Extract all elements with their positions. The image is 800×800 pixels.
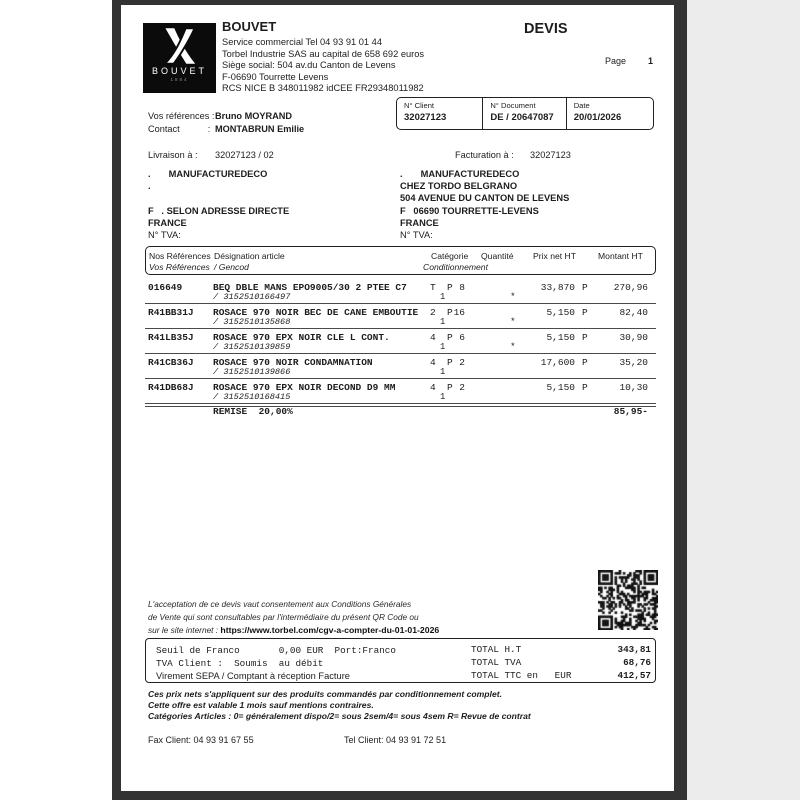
company-lines: [222, 37, 424, 95]
cell-categorie: 2: [430, 307, 436, 318]
page-label: Page: [605, 56, 627, 66]
footer-note-line: Cette offre est valable 1 mois sauf mentions contraires.: [148, 700, 374, 710]
logo-year: 1884: [170, 77, 189, 82]
page-number: 1: [648, 56, 654, 66]
table-header: [145, 246, 656, 275]
totals-row: [471, 670, 651, 683]
table-row: [145, 379, 656, 404]
contact-value: MONTABRUN Emilie: [215, 124, 305, 134]
cell-ref: R41CB36J: [148, 357, 194, 368]
delivery-address-line: N° TVA:: [148, 230, 181, 241]
company-line: Service commercial Tel 04 93 91 01 44: [222, 37, 383, 47]
cell-conditionnement: P: [447, 357, 453, 368]
cell-prix-unit: P: [582, 282, 588, 293]
cell-gencod: / 3152510135868: [213, 317, 291, 327]
delivery-address-line: [148, 192, 289, 204]
company-line: F-06690 Tourrette Levens: [222, 71, 329, 82]
totals-left-lines: [156, 644, 396, 683]
cell-prix-net: 5,150: [546, 307, 575, 318]
header-vos-references: Vos Références: [149, 262, 210, 272]
page-indicator: [605, 56, 653, 66]
cell-cond-qty: 1: [440, 342, 446, 352]
footer-note-line: Ces prix nets s'appliquent sur des produits commandés par conditionnement complet.: [148, 689, 502, 699]
fax-client: Fax Client: 04 93 91 67 55: [148, 735, 254, 745]
totals-box: [145, 638, 656, 683]
cell-qty-star: *: [510, 316, 516, 327]
cell-prix-net: 5,150: [546, 382, 575, 393]
document-frame: [112, 0, 687, 800]
cell-cond-qty: 1: [440, 367, 446, 377]
cell-quantite: 6: [459, 332, 465, 343]
cell-montant: 82,40: [619, 307, 648, 318]
client-cell-label: N° Client: [404, 101, 435, 110]
billing-address-line: . MANUFACTUREDECO: [400, 169, 520, 179]
cell-montant: 35,20: [619, 357, 648, 368]
cgv-conditions-text: [148, 598, 439, 637]
footer-notes: [148, 689, 531, 722]
company-line: Siège social: 504 av.du Canton de Levens: [222, 60, 396, 70]
cell-cond-qty: 1: [440, 317, 446, 327]
cell-conditionnement: P: [447, 282, 453, 293]
delivery-address: [148, 168, 289, 241]
cell-conditionnement: P: [447, 332, 453, 343]
cell-gencod: / 3152510139859: [213, 342, 291, 352]
delivery-address-line: . MANUFACTUREDECO: [148, 169, 268, 179]
company-name: BOUVET: [222, 19, 277, 34]
cell-gencod: / 3152510166497: [213, 292, 291, 302]
cgv-line-2: de Vente qui sont consultables par l'intermédiaire du présent QR Code ou: [148, 612, 419, 622]
billing-address-line: N° TVA:: [400, 230, 433, 241]
cell-categorie: 4: [430, 382, 436, 393]
table-row: [145, 279, 656, 304]
cell-cond-qty: 1: [440, 392, 446, 402]
cell-categorie: T: [430, 282, 436, 293]
cell-quantite: 2: [459, 357, 465, 368]
company-logo: [143, 23, 216, 93]
cell-conditionnement: P: [447, 307, 453, 318]
company-line: RCS NICE B 348011982 idCEE FR29348011982: [222, 83, 424, 93]
client-cell-value: DE / 20647087: [490, 112, 554, 123]
totals-value: 343,81: [617, 644, 651, 655]
livraison-label: Livraison à :: [148, 150, 198, 160]
cell-gencod: / 3152510168415: [213, 392, 291, 402]
facturation-value: 32027123: [530, 150, 571, 160]
header-conditionnement: Conditionnement: [423, 262, 488, 272]
livraison-value: 32027123 / 02: [215, 150, 274, 160]
cell-conditionnement: P: [447, 382, 453, 393]
tel-client: Tel Client: 04 93 91 72 51: [344, 735, 447, 745]
cell-prix-unit: P: [582, 332, 588, 343]
cell-cond-qty: 1: [440, 292, 446, 302]
cell-prix-unit: P: [582, 382, 588, 393]
cell-designation: ROSACE 970 NOIR CONDAMNATION: [213, 357, 373, 368]
logo-text: BOUVET: [151, 66, 207, 76]
cell-qty-star: *: [510, 291, 516, 302]
cgv-line-3-prefix: sur le site internet :: [148, 625, 221, 635]
cell-quantite: 16: [453, 307, 465, 318]
header-quantite: Quantité: [481, 251, 514, 261]
billing-address-line: 504 AVENUE DU CANTON DE LEVENS: [400, 193, 570, 204]
totals-label: TOTAL TVA: [471, 657, 522, 668]
cell-designation: ROSACE 970 NOIR BEC DE CANE EMBOUTIE: [213, 307, 419, 318]
remise-label: REMISE 20,00%: [213, 406, 293, 417]
cgv-url-link[interactable]: https://www.torbel.com/cgv-a-compter-du-01-01-2026: [220, 625, 440, 635]
cell-prix-net: 17,600: [540, 357, 575, 368]
cell-prix-unit: P: [582, 357, 588, 368]
client-cell: [482, 98, 565, 129]
footer-note-line: Catégories Articles : 0= généralement dispo/2= sous 2sem/4= sous 4sem R= Revue de contrat: [148, 711, 531, 721]
client-cell-label: Date: [573, 101, 590, 110]
table-row: [145, 329, 656, 354]
billing-address: [400, 168, 569, 241]
totals-value: 68,76: [623, 657, 651, 668]
billing-address-line: CHEZ TORDO BELGRANO: [400, 181, 518, 192]
cell-quantite: 2: [459, 382, 465, 393]
client-cell: [397, 98, 482, 129]
cell-categorie: 4: [430, 332, 436, 343]
header-nos-references: Nos Références: [149, 251, 211, 261]
cell-ref: 016649: [148, 282, 183, 293]
qr-code: [598, 570, 658, 630]
cell-qty-star: *: [510, 341, 516, 352]
cell-prix-net: 33,870: [540, 282, 575, 293]
delivery-address-line: F . SELON ADRESSE DIRECTE: [148, 205, 290, 216]
cell-quantite: 8: [459, 282, 465, 293]
client-cell-value: 32027123: [404, 112, 447, 123]
header-prix-net: Prix net HT: [533, 251, 576, 261]
totals-row: [471, 644, 651, 657]
client-cell-value: 20/01/2026: [573, 112, 622, 123]
vos-references-value: Bruno MOYRAND: [215, 111, 293, 121]
table-row: [145, 354, 656, 379]
cell-designation: ROSACE 970 EPX NOIR CLE L CONT.: [213, 332, 390, 343]
cell-designation: BEQ DBLE MANS EPO9005/30 2 PTEE C7: [213, 282, 407, 293]
billing-address-line: F 06690 TOURRETTE-LEVENS: [400, 205, 539, 216]
billing-address-line: FRANCE: [400, 217, 439, 228]
facturation-label: Facturation à :: [455, 150, 514, 160]
totals-value: 412,57: [617, 670, 651, 681]
bouvet-logo-icon: [160, 27, 200, 65]
cell-prix-net: 5,150: [546, 332, 575, 343]
document-type-title: DEVIS: [524, 21, 568, 37]
contact-label: Contact :: [148, 124, 211, 134]
totals-row: [471, 657, 651, 670]
cell-ref: R41BB31J: [148, 307, 194, 318]
cell-categorie: 4: [430, 357, 436, 368]
remise-amount: 85,95-: [613, 406, 648, 417]
totals-left-line: Virement SEPA / Comptant à réception Facture: [156, 671, 350, 681]
header-designation: Désignation article: [214, 251, 285, 261]
table-row: [145, 304, 656, 329]
totals-label: TOTAL H.T: [471, 644, 522, 655]
cell-gencod: / 3152510139866: [213, 367, 291, 377]
cell-designation: ROSACE 970 EPX NOIR DECOND D9 MM: [213, 382, 396, 393]
company-line: Torbel Industrie SAS au capital de 658 692 euros: [222, 48, 425, 59]
client-cell: [566, 98, 653, 129]
vos-references-label: Vos références :: [148, 111, 215, 121]
client-info-box: [396, 97, 654, 130]
header-categorie: Catégorie: [431, 251, 469, 261]
document-page: [121, 5, 674, 791]
totals-left-line: Seuil de Franco 0,00 EUR Port:Franco: [156, 645, 396, 656]
cell-prix-unit: P: [582, 307, 588, 318]
delivery-address-line: FRANCE: [148, 217, 187, 228]
table-body: [145, 279, 656, 407]
header-gencod: / Gencod: [214, 262, 249, 272]
company-block: [222, 19, 424, 95]
cell-montant: 30,90: [619, 332, 648, 343]
client-cell-label: N° Document: [490, 101, 536, 110]
cell-ref: R41DB68J: [148, 382, 194, 393]
cell-ref: R41LB35J: [148, 332, 194, 343]
cell-montant: 10,30: [619, 382, 648, 393]
totals-left-line: TVA Client : Soumis au débit: [156, 658, 324, 669]
totals-label: TOTAL TTC en EUR: [471, 670, 572, 681]
header-montant: Montant HT: [598, 251, 643, 261]
cell-montant: 270,96: [613, 282, 648, 293]
delivery-address-line: .: [148, 181, 151, 192]
cgv-line-3: [148, 624, 439, 637]
cgv-line-1: L'acceptation de ce devis vaut consentement aux Conditions Générales: [148, 599, 412, 609]
viewer-background-right: [687, 0, 800, 800]
